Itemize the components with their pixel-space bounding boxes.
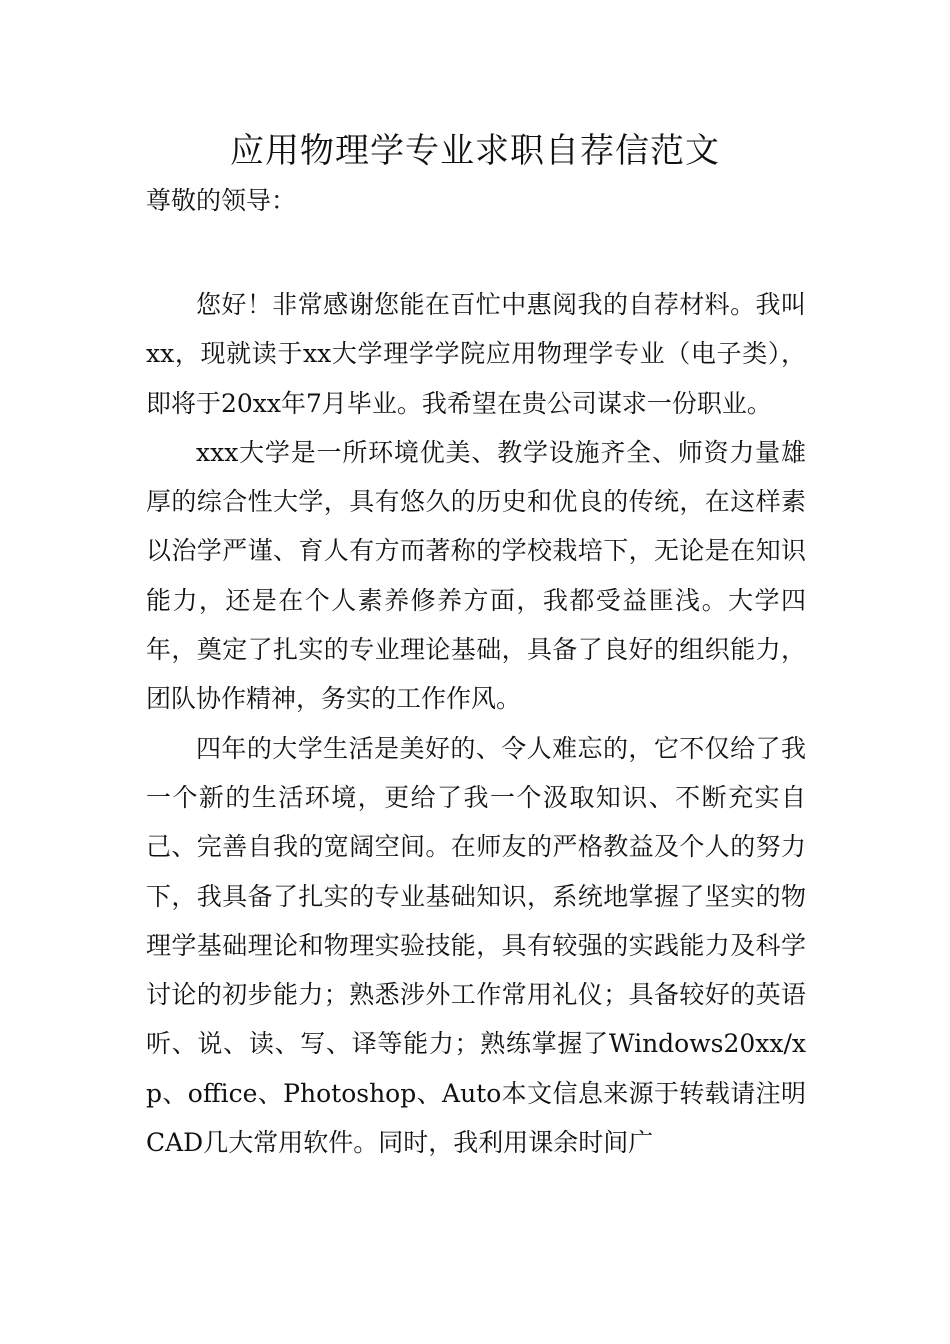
paragraph-greeting: 您好！非常感谢您能在百忙中惠阅我的自荐材料。我叫xx，现就读于xx大学理学学院应用物理学专业（电子类），即将于20xx年7月毕业。我希望在贵公司谋求一份职业。 xyxy=(146,290,806,418)
document-title: 应用物理学专业求职自荐信范文 xyxy=(230,131,720,171)
letter-body xyxy=(146,280,806,1167)
paragraph-university: xxx大学是一所环境优美、教学设施齐全、师资力量雄厚的综合性大学，具有悠久的历史和优良的传统，在这样素以治学严谨、育人有方而著称的学校栽培下，无论是在知识能力，还是在个人素养修养方面，我都受益匪浅。大学四年，奠定了扎实的专业理论基础，具备了良好的组织能力，团队协作精神，务实的工作作风。 xyxy=(146,437,806,714)
paragraph-skills: 四年的大学生活是美好的、令人难忘的，它不仅给了我一个新的生活环境，更给了我一个汲取知识、不断充实自己、完善自我的宽阔空间。在师友的严格教益及个人的努力下，我具备了扎实的专业基础知识，系统地掌握了坚实的物理学基础理论和物理实验技能，具有较强的实践能力及科学讨论的初步能力；熟悉涉外工作常用礼仪；具备较好的英语听、说、读、写、译等能力；熟练掌握了Windows20xx/xp、office、Photoshop、Auto本文信息来源于转载请注明CAD几大常用软件。同时，我利用课余时间广 xyxy=(146,733,806,1158)
salutation: 尊敬的领导： xyxy=(146,186,297,215)
